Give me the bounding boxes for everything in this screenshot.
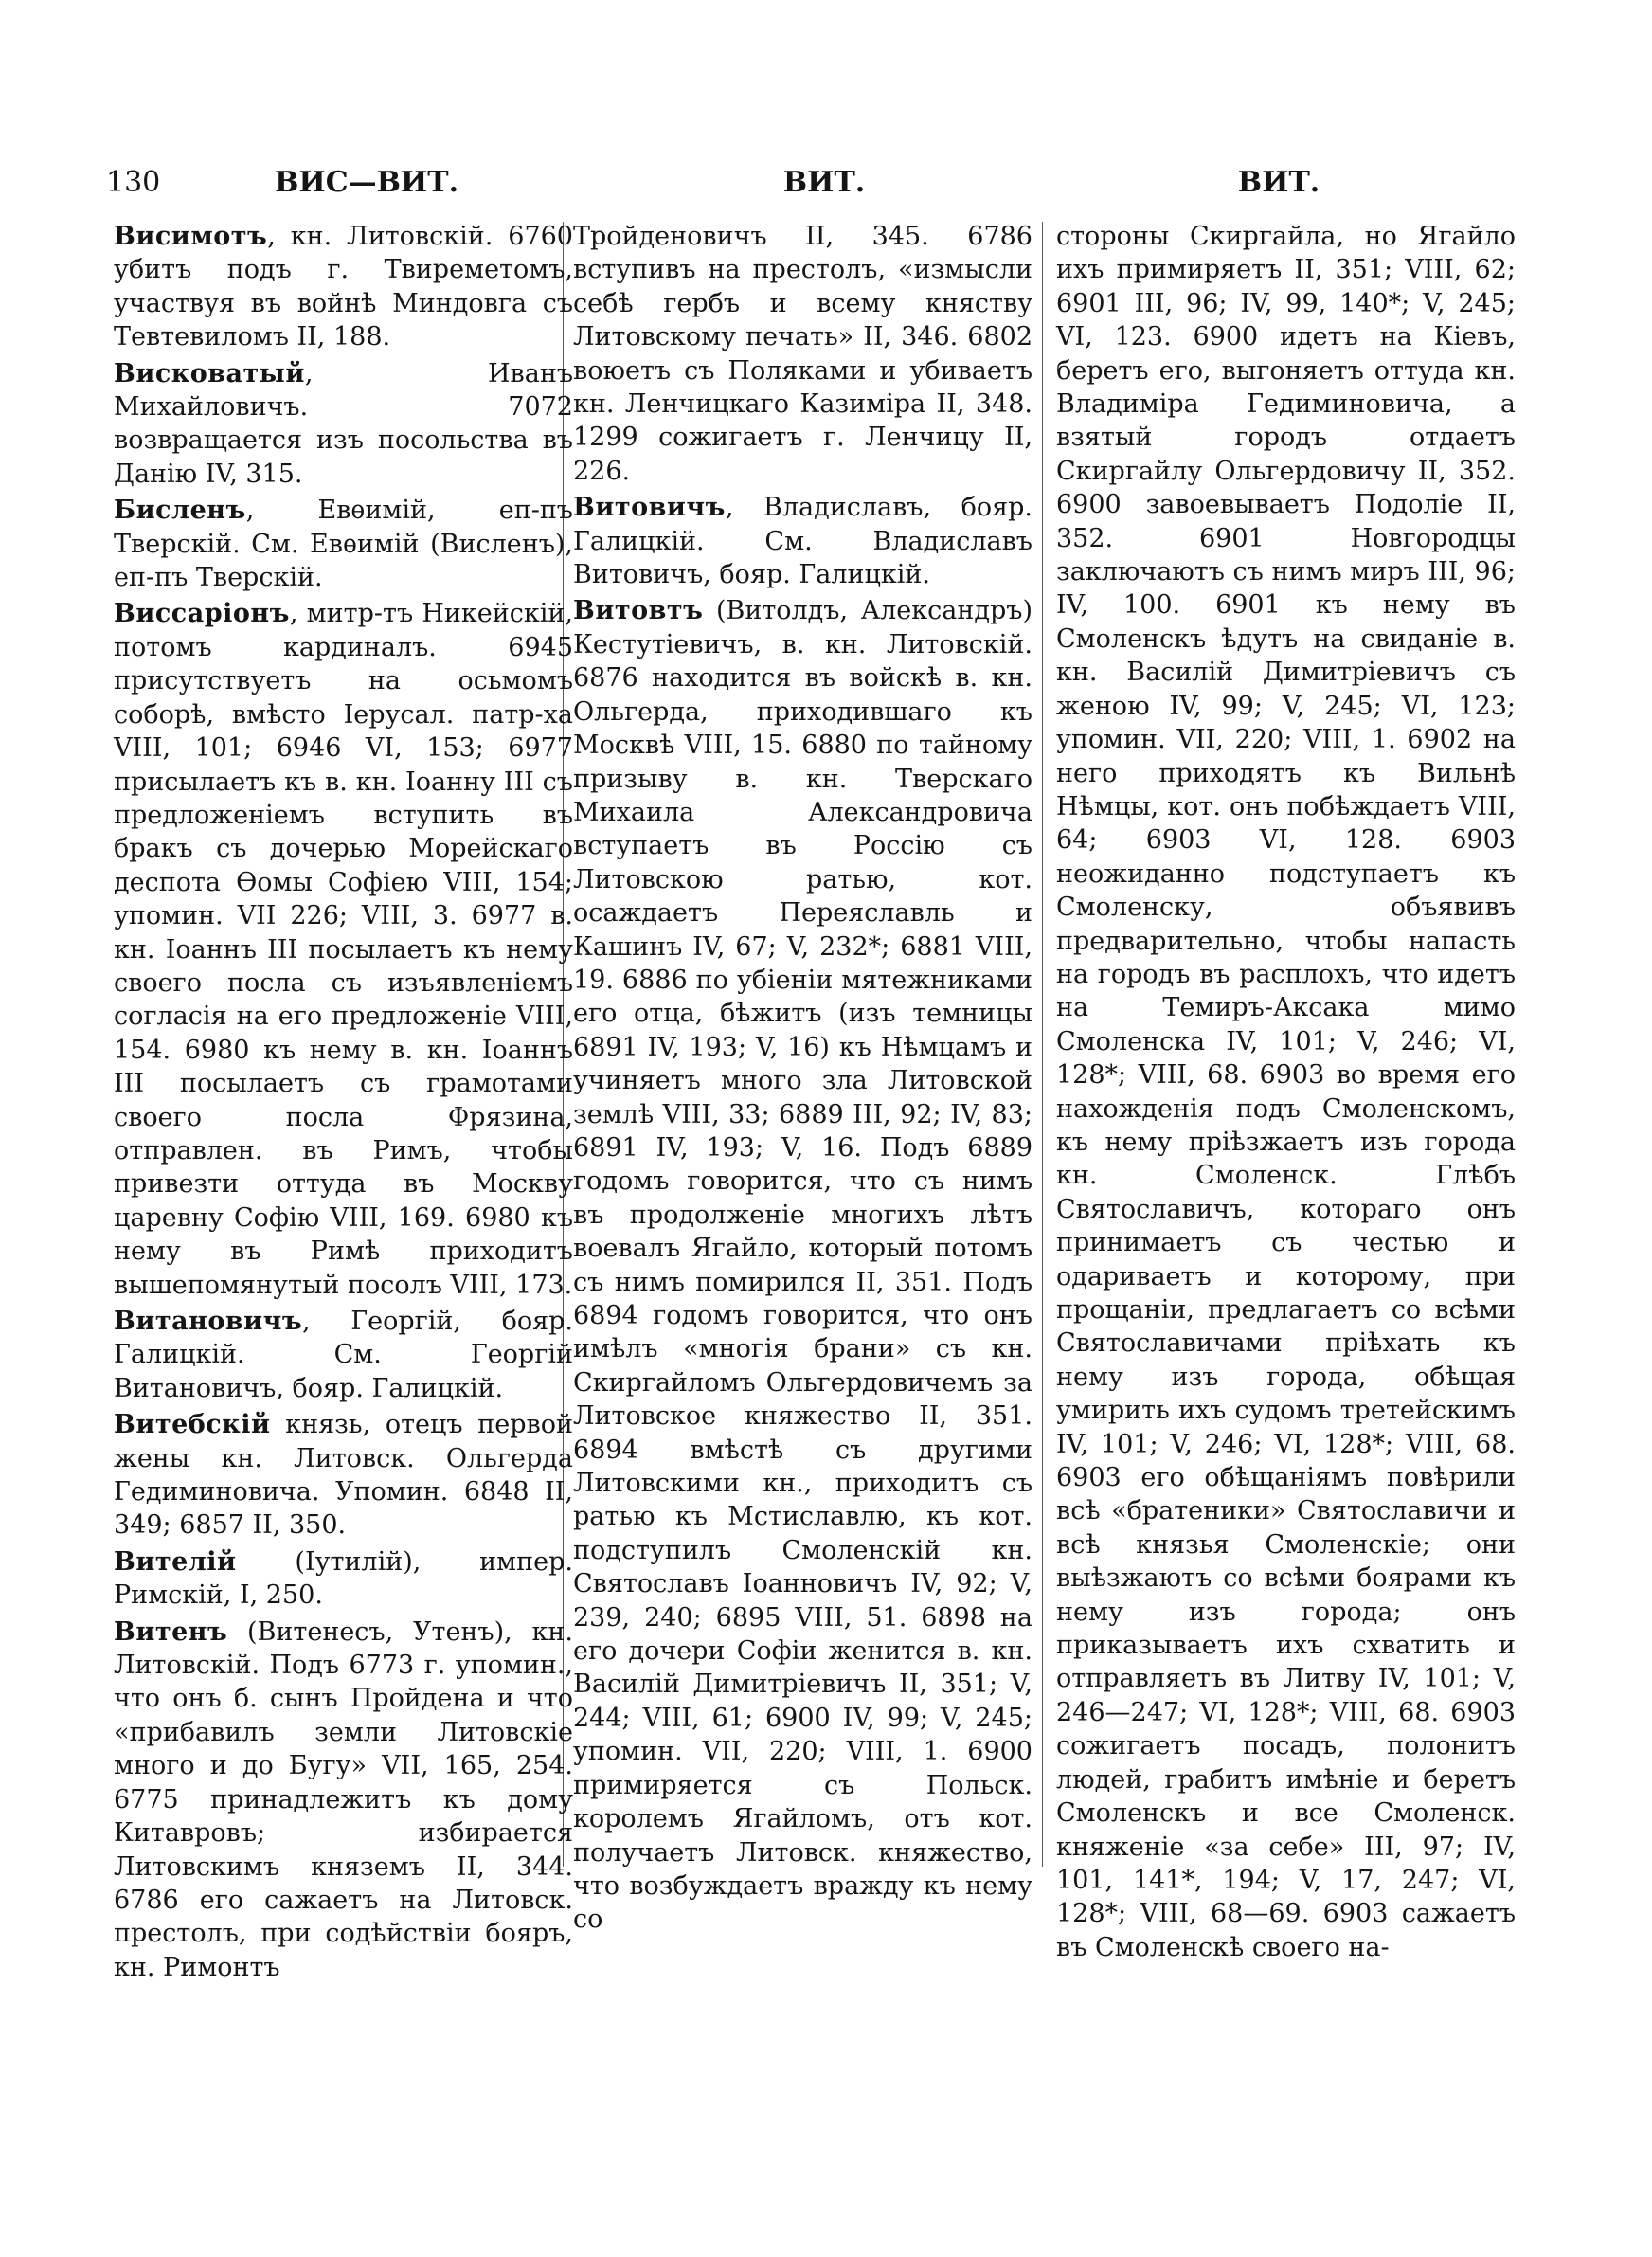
index-entry <box>114 1408 573 1543</box>
entry-text: , Георгій, бояр. Галицкій. См. Георгій Витановичъ, бояр. Галицкій. <box>114 1307 573 1403</box>
entry-text: , митр-тъ Никейскій, потомъ кардиналъ. 6945 присутствуетъ на осьмомъ соборѣ, вмѣсто Іерусал. патр-ха VIII, 101; 6946 VI, 153; 6977 присылаетъ къ в. кн. Іоанну III съ предложеніемъ вступить въ бракъ съ дочерью Морейскаго деспота Ѳомы Софіею VIII, 154; упомин. VII 226; VIII, 3. 6977 в. кн. Іоаннъ III посылаетъ къ нему своего посла съ изъявленіемъ согласія на его предложеніе VIII, 154. 6980 къ нему в. кн. Іоаннъ III посылаетъ съ грамотами своего посла Фрязина, отправлен. въ Римъ, чтобы привезти оттуда въ Москву царевну Софію VIII, 169. 6980 къ нему въ Римѣ приходитъ вышепомянутый посолъ VIII, 173. <box>114 599 573 1300</box>
entry-headword: Витовтъ <box>573 596 704 626</box>
entry-text: , Иванъ Михайловичъ. 7072 возвращается изъ посольства въ Данію IV, 315. <box>114 358 573 489</box>
entry-text: (Витолдъ, Александръ) Кестутіевичъ, в. кн. Литовскій. 6876 находится въ войскѣ в. кн. Ольгерда, приходившаго къ Москвѣ VIII, 15. 6880 по тайному призыву в. кн. Тверскаго Михаила Александровича вступаетъ въ Россію съ Литовскою ратью, кот. осаждаетъ Переяславль и Кашинъ IV, 67; V, 232*; 6881 VIII, 19. 6886 по убіеніи мятежниками его отца, бѣжитъ (изъ темницы 6891 IV, 193; V, 16) къ Нѣмцамъ и учиняетъ много зла Литовской землѣ VIII, 33; 6889 III, 92; IV, 83; 6891 IV, 193; V, 16. Подъ 6889 годомъ говорится, что съ нимъ въ продолженіе многихъ лѣтъ воевалъ Ягайло, который потомъ съ нимъ помирился II, 351. Подъ 6894 годомъ говорится, что онъ имѣлъ «многія брани» съ кн. Скиргайломъ Ольгердовичемъ за Литовское княжество II, 351. 6894 вмѣстѣ съ другими Литовскими кн., приходитъ съ ратью къ Мстиславлю, къ кот. подступилъ Смоленскій кн. Святославъ Іоанновичъ IV, 92; V, 239, 240; 6895 VIII, 51. 6898 на его дочери Софіи женится в. кн. Василій Димитріевичъ II, 351; V, 244; VIII, 61; 6900 IV, 99; V, 245; упомин. VII, 220; VIII, 1. 6900 примиряется съ Польск. королемъ Ягайломъ, отъ кот. получаетъ Литовск. княжество, что возбуждаетъ вражду къ нему со <box>573 596 1032 1935</box>
index-entry <box>114 357 573 492</box>
index-entry <box>114 1305 573 1405</box>
entry-text: , кн. Литовскій. 6760 убитъ подъ г. Твиреметомъ, участвуя въ войнѣ Миндовга съ Тевтевиломъ II, 188. <box>114 222 573 352</box>
index-entry-continued <box>1056 220 1516 1964</box>
running-head-center: ВИТ. <box>782 166 866 199</box>
text-column-right <box>1056 220 1516 1967</box>
entry-headword: Висковатый <box>114 358 305 388</box>
running-head-left: ВИС—ВИТ. <box>275 166 459 199</box>
index-entry <box>114 494 573 594</box>
index-entry <box>114 220 573 354</box>
running-head-right: ВИТ. <box>1237 166 1320 199</box>
entry-text: Тройденовичъ II, 345. 6786 вступивъ на престолъ, «измысли себѣ гербъ и всему княству Литовскому печать» II, 346. 6802 воюетъ съ Поляками и убиваетъ кн. Ленчицкаго Казиміра II, 348. 1299 сожигаетъ г. Ленчицу II, 226. <box>573 222 1032 486</box>
entry-headword: Витенъ <box>114 1616 228 1647</box>
index-entry-continued <box>573 220 1032 488</box>
text-column-center <box>573 220 1032 1940</box>
text-column-left <box>114 220 573 1987</box>
index-entry <box>573 491 1032 591</box>
entry-text: , Владиславъ, бояр. Галицкій. См. Владиславъ Витовичъ, бояр. Галицкій. <box>573 493 1032 590</box>
entry-text: (Іутилій), импер. Римскій, I, 250. <box>114 1546 573 1611</box>
entry-headword: Витановичъ <box>114 1307 303 1336</box>
entry-headword: Виссаріонъ <box>114 599 290 629</box>
entry-headword: Висимотъ <box>114 222 268 251</box>
entry-headword: Витебскій <box>114 1410 271 1440</box>
entry-headword: Вителій <box>114 1546 237 1577</box>
entry-text: князь, отецъ первой жены кн. Литовск. Ольгерда Гедиминовича. Упомин. 6848 II, 349; 6857 II, 350. <box>114 1410 573 1541</box>
page-number: 130 <box>106 166 161 199</box>
entry-text: стороны Скиргайла, но Ягайло ихъ примиряетъ II, 351; VIII, 62; 6901 III, 96; IV, 99, 140*; V, 245; VI, 123. 6900 идетъ на Кіевъ, беретъ его, выгоняетъ оттуда кн. Владиміра Гедиминовича, а взятый городъ отдаетъ Скиргайлу Ольгердовичу II, 352. 6900 завоевываетъ Подоліе II, 352. 6901 Новгородцы заключаютъ съ нимъ миръ III, 96; IV, 100. 6901 къ нему въ Смоленскъ ѣдутъ на свиданіе в. кн. Василій Димитріевичъ съ женою IV, 99; V, 245; VI, 123; упомин. VII, 220; VIII, 1. 6902 на него приходятъ къ Вильнѣ Нѣмцы, кот. онъ побѣждаетъ VIII, 64; 6903 VI, 128. 6903 неожиданно подступаетъ къ Смоленску, объявивъ предварительно, чтобы напасть на городъ въ расплохъ, что идетъ на Темиръ-Аксака мимо Смоленска IV, 101; V, 246; VI, 128*; VIII, 68. 6903 во время его нахожденія подъ Смоленскомъ, къ нему пріѣзжаетъ изъ города кн. Смоленск. Глѣбъ Святославичъ, котораго онъ принимаетъ съ честью и одариваетъ и которому, при прощаніи, предлагаетъ со всѣми Святославичами пріѣхать къ нему изъ города, обѣщая умирить ихъ судомъ третейскимъ IV, 101; V, 246; VI, 128*; VIII, 68. 6903 его обѣщаніямъ повѣрили всѣ «братеники» Святославичи и всѣ князья Смоленскіе; они выѣзжаютъ со всѣми боярами къ нему изъ города; онъ приказываетъ ихъ схватить и отправляетъ въ Литву IV, 101; V, 246—247; VI, 128*; VIII, 68. 6903 сожигаетъ посадъ, полонитъ людей, грабитъ имѣніе и беретъ Смоленскъ и все Смоленск. княженіе «за себе» III, 97; IV, 101, 141*, 194; V, 17, 247; VI, 128*; VIII, 68—69. 6903 сажаетъ въ Смоленскѣ своего на- <box>1056 222 1516 1962</box>
index-entry <box>114 597 573 1302</box>
entry-text: , Евѳимій, еп-пъ Тверскій. См. Евѳимій (Висленъ), еп-пъ Тверскій. <box>114 496 573 593</box>
column-divider <box>1042 222 1043 1867</box>
index-entry <box>114 1545 573 1613</box>
entry-text: (Витенесъ, Утенъ), кн. Литовскій. Подъ 6773 г. упомин., что онъ б. сынъ Пройдена и что «прибавилъ земли Литовскіе много и до Бугу» VII, 165, 254. 6775 принадлежитъ къ дому Китавровъ; избирается Литовскимъ княземъ II, 344. 6786 его сажаетъ на Литовск. престолъ, при содѣйствіи бояръ, кн. Римонтъ <box>114 1616 573 1982</box>
index-entry <box>573 594 1032 1936</box>
entry-headword: Бисленъ <box>114 496 246 526</box>
index-entry <box>114 1616 573 1984</box>
entry-headword: Витовичъ <box>573 493 726 523</box>
